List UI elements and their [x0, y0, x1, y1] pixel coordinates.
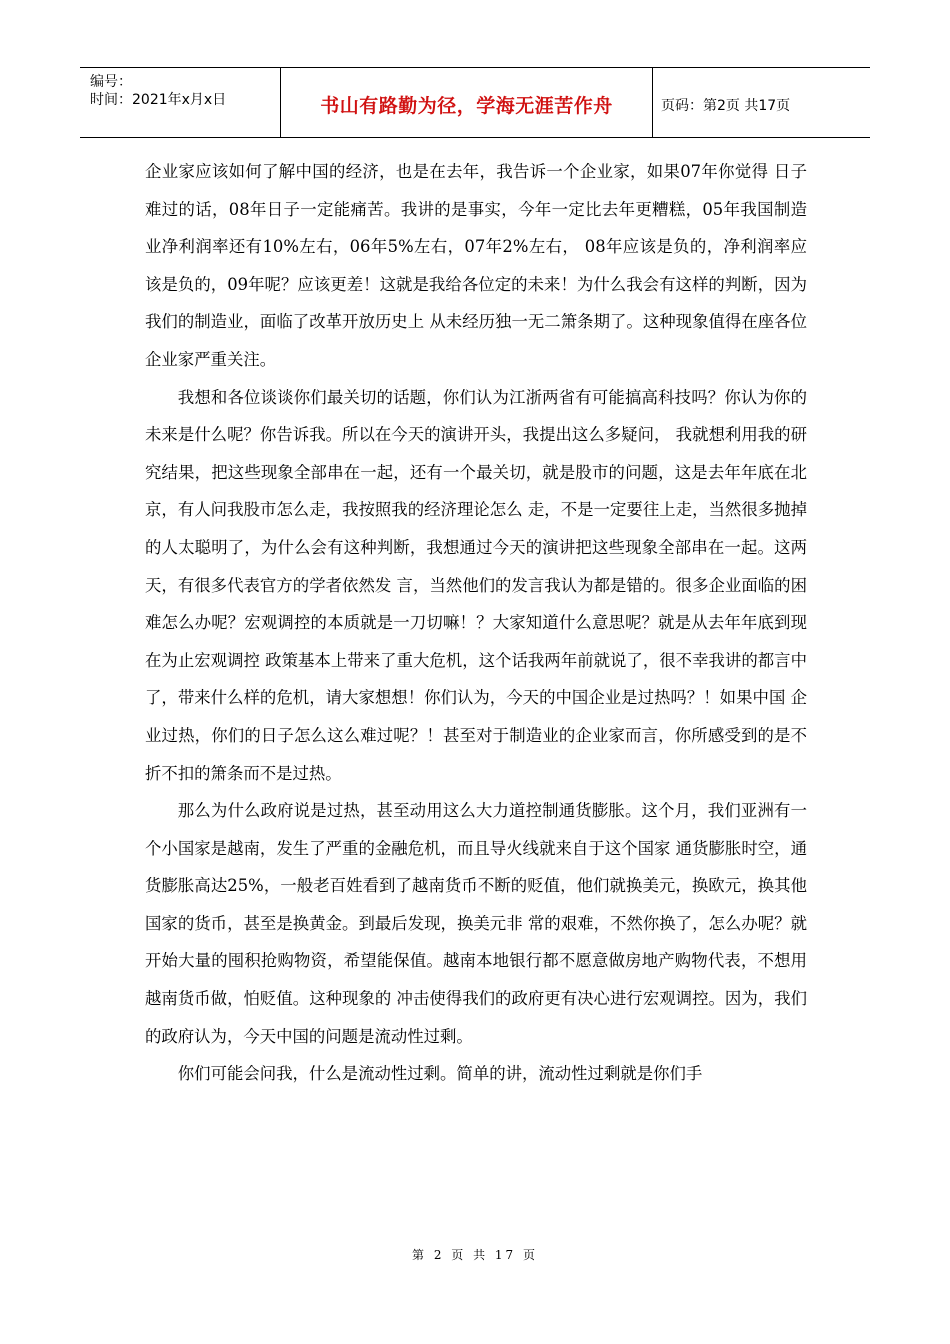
- body-paragraph: 那么为什么政府说是过热，甚至动用这么大力道控制通货膨胀。这个月，我们亚洲有一个小国家是越南，发生了严重的金融危机，而且导火线就来自于这个国家 通货膨胀时空，通货膨胀高达25%，一般老百姓看到了越南货币不断的贬值，他们就换美元，换欧元，换其他国家的货币，甚至是换黄金。到最后发现，换美元非 常的艰难，不然你换了，怎么办呢？就开始大量的囤积抢购物资，希望能保值。越南本地银行都不愿意做房地产购物代表，不想用越南货币做，怕贬值。这种现象的 冲击使得我们的政府更有决心进行宏观调控。因为，我们的政府认为，今天中国的问题是流动性过剩。: [145, 801, 807, 1046]
- page-footer: 第 2 页 共 17 页: [412, 1248, 538, 1262]
- document-number-label: 编号：: [90, 74, 132, 90]
- header-meta: [80, 68, 281, 137]
- header-page-info: 页码：第2页 共17页: [661, 97, 791, 114]
- document-body: [145, 153, 807, 1093]
- header-motto: 书山有路勤为径，学海无涯苦作舟: [281, 68, 653, 137]
- page-header: [80, 67, 870, 138]
- body-paragraph: 企业家应该如何了解中国的经济，也是在去年，我告诉一个企业家，如果07年你觉得 日子难过的话，08年日子一定能痛苦。我讲的是事实，今年一定比去年更糟糕，05年我国制造业净利润率还有10%左右，06年5%左右，07年2%左右， 08年应该是负的，净利润率应该是负的，09年呢？应该更差！这就是我给各位定的未来！为什么我会有这样的判断，因为我们的制造业，面临了改革开放历史上 从未经历独一无二箫条期了。这种现象值得在座各位企业家严重关注。: [145, 162, 807, 369]
- body-paragraph: 你们可能会问我，什么是流动性过剩。简单的讲，流动性过剩就是你们手: [177, 1064, 703, 1084]
- document-date: 时间：2021年x月x日: [90, 92, 227, 108]
- body-paragraph: 我想和各位谈谈你们最关切的话题，你们认为江浙两省有可能搞高科技吗？你认为你的未来是什么呢？你告诉我。所以在今天的演讲开头，我提出这么多疑问， 我就想利用我的研究结果，把这些现象全部串在一起，还有一个最关切，就是股市的问题，这是去年年底在北京，有人问我股市怎么走，我按照我的经济理论怎么 走，不是一定要往上走，当然很多抛掉的人太聪明了，为什么会有这种判断，我想通过今天的演讲把这些现象全部串在一起。这两天，有很多代表官方的学者依然发 言，当然他们的发言我认为都是错的。很多企业面临的困难怎么办呢？宏观调控的本质就是一刀切嘛！？大家知道什么意思呢？就是从去年年底到现在为止宏观调控 政策基本上带来了重大危机，这个话我两年前就说了，很不幸我讲的都言中了，带来什么样的危机，请大家想想！你们认为，今天的中国企业是过热吗？！如果中国 企业过热，你们的日子怎么这么难过呢？！甚至对于制造业的企业家而言，你所感受到的是不折不扣的箫条而不是过热。: [145, 387, 807, 783]
